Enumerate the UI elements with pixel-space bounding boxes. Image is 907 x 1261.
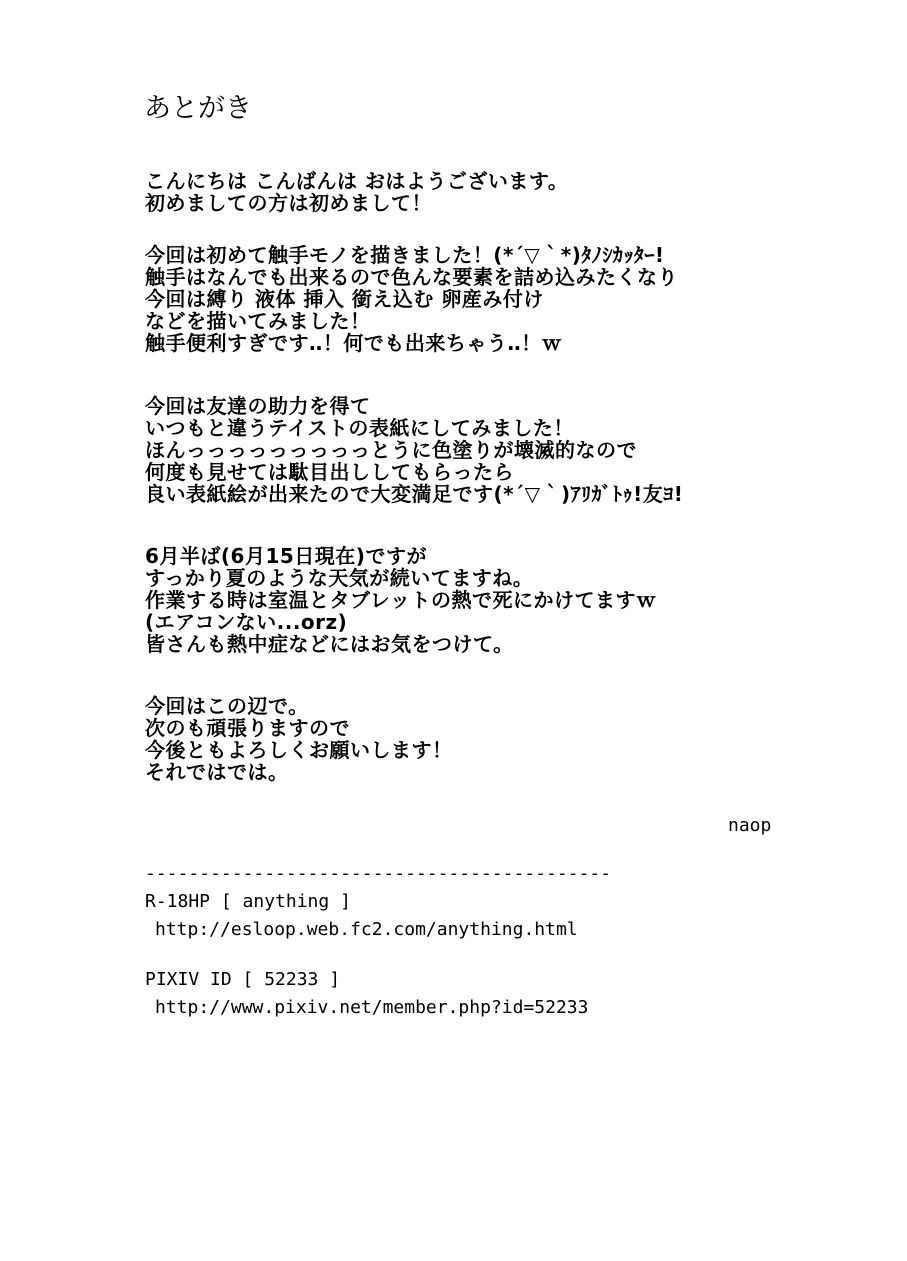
text-line: 触手はなんでも出来るので色んな要素を詰め込みたくなり xyxy=(145,265,678,289)
text-line: いつもと違うテイストの表紙にしてみました！ xyxy=(145,416,574,440)
closing-paragraph xyxy=(145,695,453,783)
text-line: 次のも頑張りますので xyxy=(145,716,350,740)
text-line: などを描いてみました！ xyxy=(145,309,371,333)
homepage-label: R-18HP [ anything ] xyxy=(145,891,351,912)
text-line: ほんっっっっっっっっっとうに色塗りが壊滅的なので xyxy=(145,438,637,462)
text-line: 作業する時は室温とタブレットの熱で死にかけてますｗ xyxy=(145,588,657,612)
weather-paragraph xyxy=(145,545,657,655)
text-line: 初めましての方は初めまして！ xyxy=(145,191,432,215)
text-line: 今回は初めて触手モノを描きました！(*´▽｀*)ﾀﾉｼｶｯﾀｰ! xyxy=(145,243,665,267)
text-line: 良い表紙絵が出来たので大変満足です(*´▽｀)ｱﾘｶﾞﾄｩ!友ﾖ! xyxy=(145,482,684,506)
cover-paragraph xyxy=(145,395,683,505)
dashed-divider: ------------------------------------------- xyxy=(145,863,611,884)
text-line: 今回は縛り 液体 挿入 銜え込む 卵産み付け xyxy=(145,287,544,311)
text-line: 触手便利すぎです‥！何でも出来ちゃう‥！ｗ xyxy=(145,331,563,355)
tentacle-paragraph xyxy=(145,244,678,354)
text-line: 今回はこの辺で。 xyxy=(145,694,309,718)
page-title: あとがき xyxy=(144,93,252,124)
text-line: 今回は友達の助力を得て xyxy=(145,394,371,418)
text-line: 今後ともよろしくお願いします！ xyxy=(145,738,453,762)
homepage-url: http://esloop.web.fc2.com/anything.html xyxy=(155,919,578,940)
text-line: (エアコンない...orz) xyxy=(145,610,348,634)
author-signature: naop xyxy=(728,815,772,836)
pixiv-label: PIXIV ID [ 52233 ] xyxy=(145,969,341,990)
text-line: それではでは。 xyxy=(145,760,289,784)
text-line: 何度も見せては駄目出ししてもらったら xyxy=(145,460,514,484)
text-line: 6月半ば(6月15日現在)ですが xyxy=(145,544,427,568)
greeting-paragraph xyxy=(145,170,568,214)
text-line: 皆さんも熱中症などにはお気をつけて。 xyxy=(145,632,514,656)
text-line: こんにちは こんばんは おはようございます。 xyxy=(145,169,569,193)
text-line: すっかり夏のような天気が続いてますね。 xyxy=(145,566,534,590)
pixiv-url: http://www.pixiv.net/member.php?id=52233 xyxy=(155,997,589,1018)
